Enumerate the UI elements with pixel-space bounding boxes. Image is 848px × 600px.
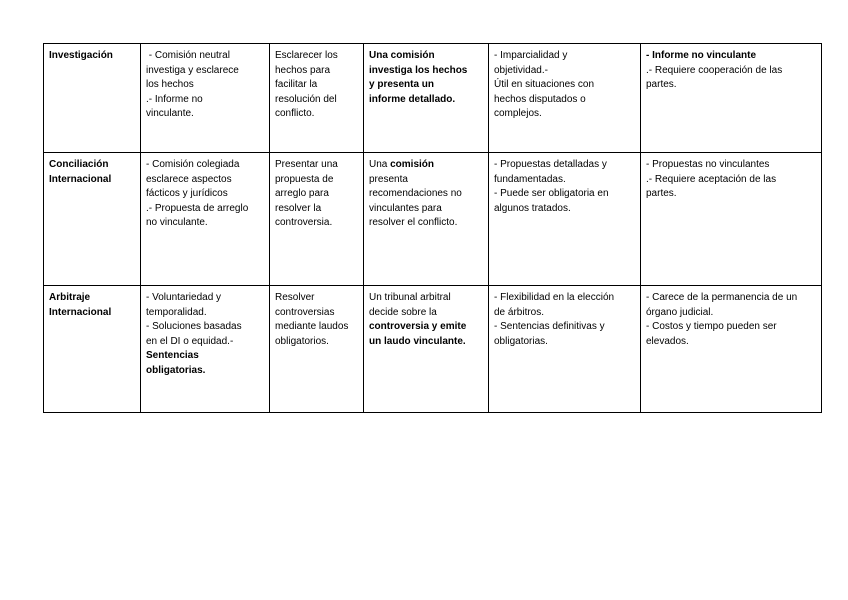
cell-line: decide sobre la [369, 306, 437, 318]
cell-line: Una comisión [369, 50, 435, 61]
cell-line: controversia. [275, 217, 333, 228]
cell-line: informe detallado. [369, 93, 456, 105]
cell-line: partes. [646, 79, 677, 90]
row-header: Internacional [49, 173, 112, 185]
row-header: Internacional [49, 306, 112, 318]
cell-line: arreglo para [275, 188, 329, 199]
cell-line: .- Requiere cooperación de las [646, 64, 783, 76]
table-row [44, 44, 822, 153]
cell-line: resolver el conflicto. [369, 217, 458, 228]
cell-limitations [641, 44, 822, 153]
cell-characteristics [141, 44, 270, 153]
cell-objective [270, 44, 364, 153]
cell-line: recomendaciones no [369, 188, 462, 199]
cell-line: partes. [646, 188, 677, 199]
cell-line: objetividad.- [494, 64, 548, 76]
cell-line: conflicto. [275, 108, 315, 119]
cell-line: complejos. [494, 108, 542, 119]
cell-line: - Comisión colegiada [146, 159, 240, 170]
cell-line: - Informe no vinculante [646, 50, 757, 61]
cell-line: investiga y esclarece [146, 64, 239, 76]
row-header-cell [44, 44, 141, 153]
cell-line: .- Requiere aceptación de las [646, 173, 777, 185]
cell-line: un laudo vinculante. [369, 335, 466, 347]
cell-objective [270, 153, 364, 286]
cell-line: fundamentadas. [494, 173, 566, 185]
cell-line: esclarece aspectos [146, 173, 232, 185]
cell-line: - Propuestas detalladas y [494, 159, 607, 170]
cell-line: propuesta de [275, 173, 334, 185]
cell-limitations [641, 153, 822, 286]
cell-advantages [489, 153, 641, 286]
cell-line: no vinculante. [146, 217, 208, 228]
cell-line: resolución del [275, 93, 337, 105]
cell-line: obligatorias. [146, 364, 206, 376]
cell-characteristics [141, 153, 270, 286]
row-header: Conciliación [49, 159, 109, 170]
cell-line: - Soluciones basadas [146, 321, 242, 332]
cell-line: - Propuestas no vinculantes [646, 159, 770, 170]
cell-line: - Voluntariedad y [146, 292, 222, 303]
cell-line: - Sentencias definitivas y [494, 321, 605, 332]
cell-line [369, 158, 484, 173]
cell-line: mediante laudos [275, 321, 349, 332]
cell-advantages [489, 44, 641, 153]
cell-line: presenta [369, 173, 408, 185]
cell-line: Esclarecer los [275, 50, 338, 61]
cell-line: elevados. [646, 335, 689, 347]
cell-line: algunos tratados. [494, 202, 571, 214]
cell-line: temporalidad. [146, 306, 207, 318]
cell-line: - Comisión neutral [146, 50, 230, 61]
cell-line: hechos para [275, 64, 331, 76]
cell-line: - Costos y tiempo pueden ser [646, 321, 777, 332]
cell-procedure [364, 153, 489, 286]
cell-line: los hechos [146, 79, 194, 90]
row-header: Investigación [49, 50, 113, 61]
cell-line: Resolver [275, 292, 315, 303]
comparison-table [43, 43, 822, 413]
row-header-cell [44, 153, 141, 286]
cell-line: órgano judicial. [646, 306, 714, 318]
cell-line: Sentencias [146, 350, 199, 361]
cell-procedure [364, 286, 489, 413]
cell-line: vinculantes para [369, 202, 442, 214]
cell-objective [270, 286, 364, 413]
cell-line: - Flexibilidad en la elección [494, 292, 615, 303]
cell-line: en el DI o equidad.- [146, 335, 234, 347]
cell-line: y presenta un [369, 79, 435, 90]
cell-line: Presentar una [275, 159, 338, 170]
row-header-cell [44, 286, 141, 413]
cell-line: hechos disputados o [494, 93, 586, 105]
cell-line: Un tribunal arbitral [369, 292, 451, 303]
cell-text-bold: comisión [390, 159, 435, 170]
cell-line: facilitar la [275, 79, 318, 90]
cell-procedure [364, 44, 489, 153]
cell-line: de árbitros. [494, 306, 545, 318]
row-header: Arbitraje [49, 292, 91, 303]
cell-line: Útil en situaciones con [494, 79, 595, 90]
cell-line: controversias [275, 306, 335, 318]
cell-line: fácticos y jurídicos [146, 188, 228, 199]
cell-line: vinculante. [146, 108, 194, 119]
cell-characteristics [141, 286, 270, 413]
cell-line: obligatorias. [494, 335, 548, 347]
cell-text: Una [369, 159, 391, 170]
cell-line: obligatorios. [275, 335, 329, 347]
cell-line: - Imparcialidad y [494, 50, 568, 61]
cell-line: - Puede ser obligatoria en [494, 188, 609, 199]
table-row [44, 286, 822, 413]
cell-line: resolver la [275, 202, 322, 214]
cell-line: controversia y emite [369, 321, 467, 332]
table-row [44, 153, 822, 286]
cell-line: - Carece de la permanencia de un [646, 292, 798, 303]
cell-limitations [641, 286, 822, 413]
cell-line: .- Propuesta de arreglo [146, 202, 249, 214]
cell-line: investiga los hechos [369, 64, 468, 76]
cell-line: .- Informe no [146, 93, 203, 105]
cell-advantages [489, 286, 641, 413]
